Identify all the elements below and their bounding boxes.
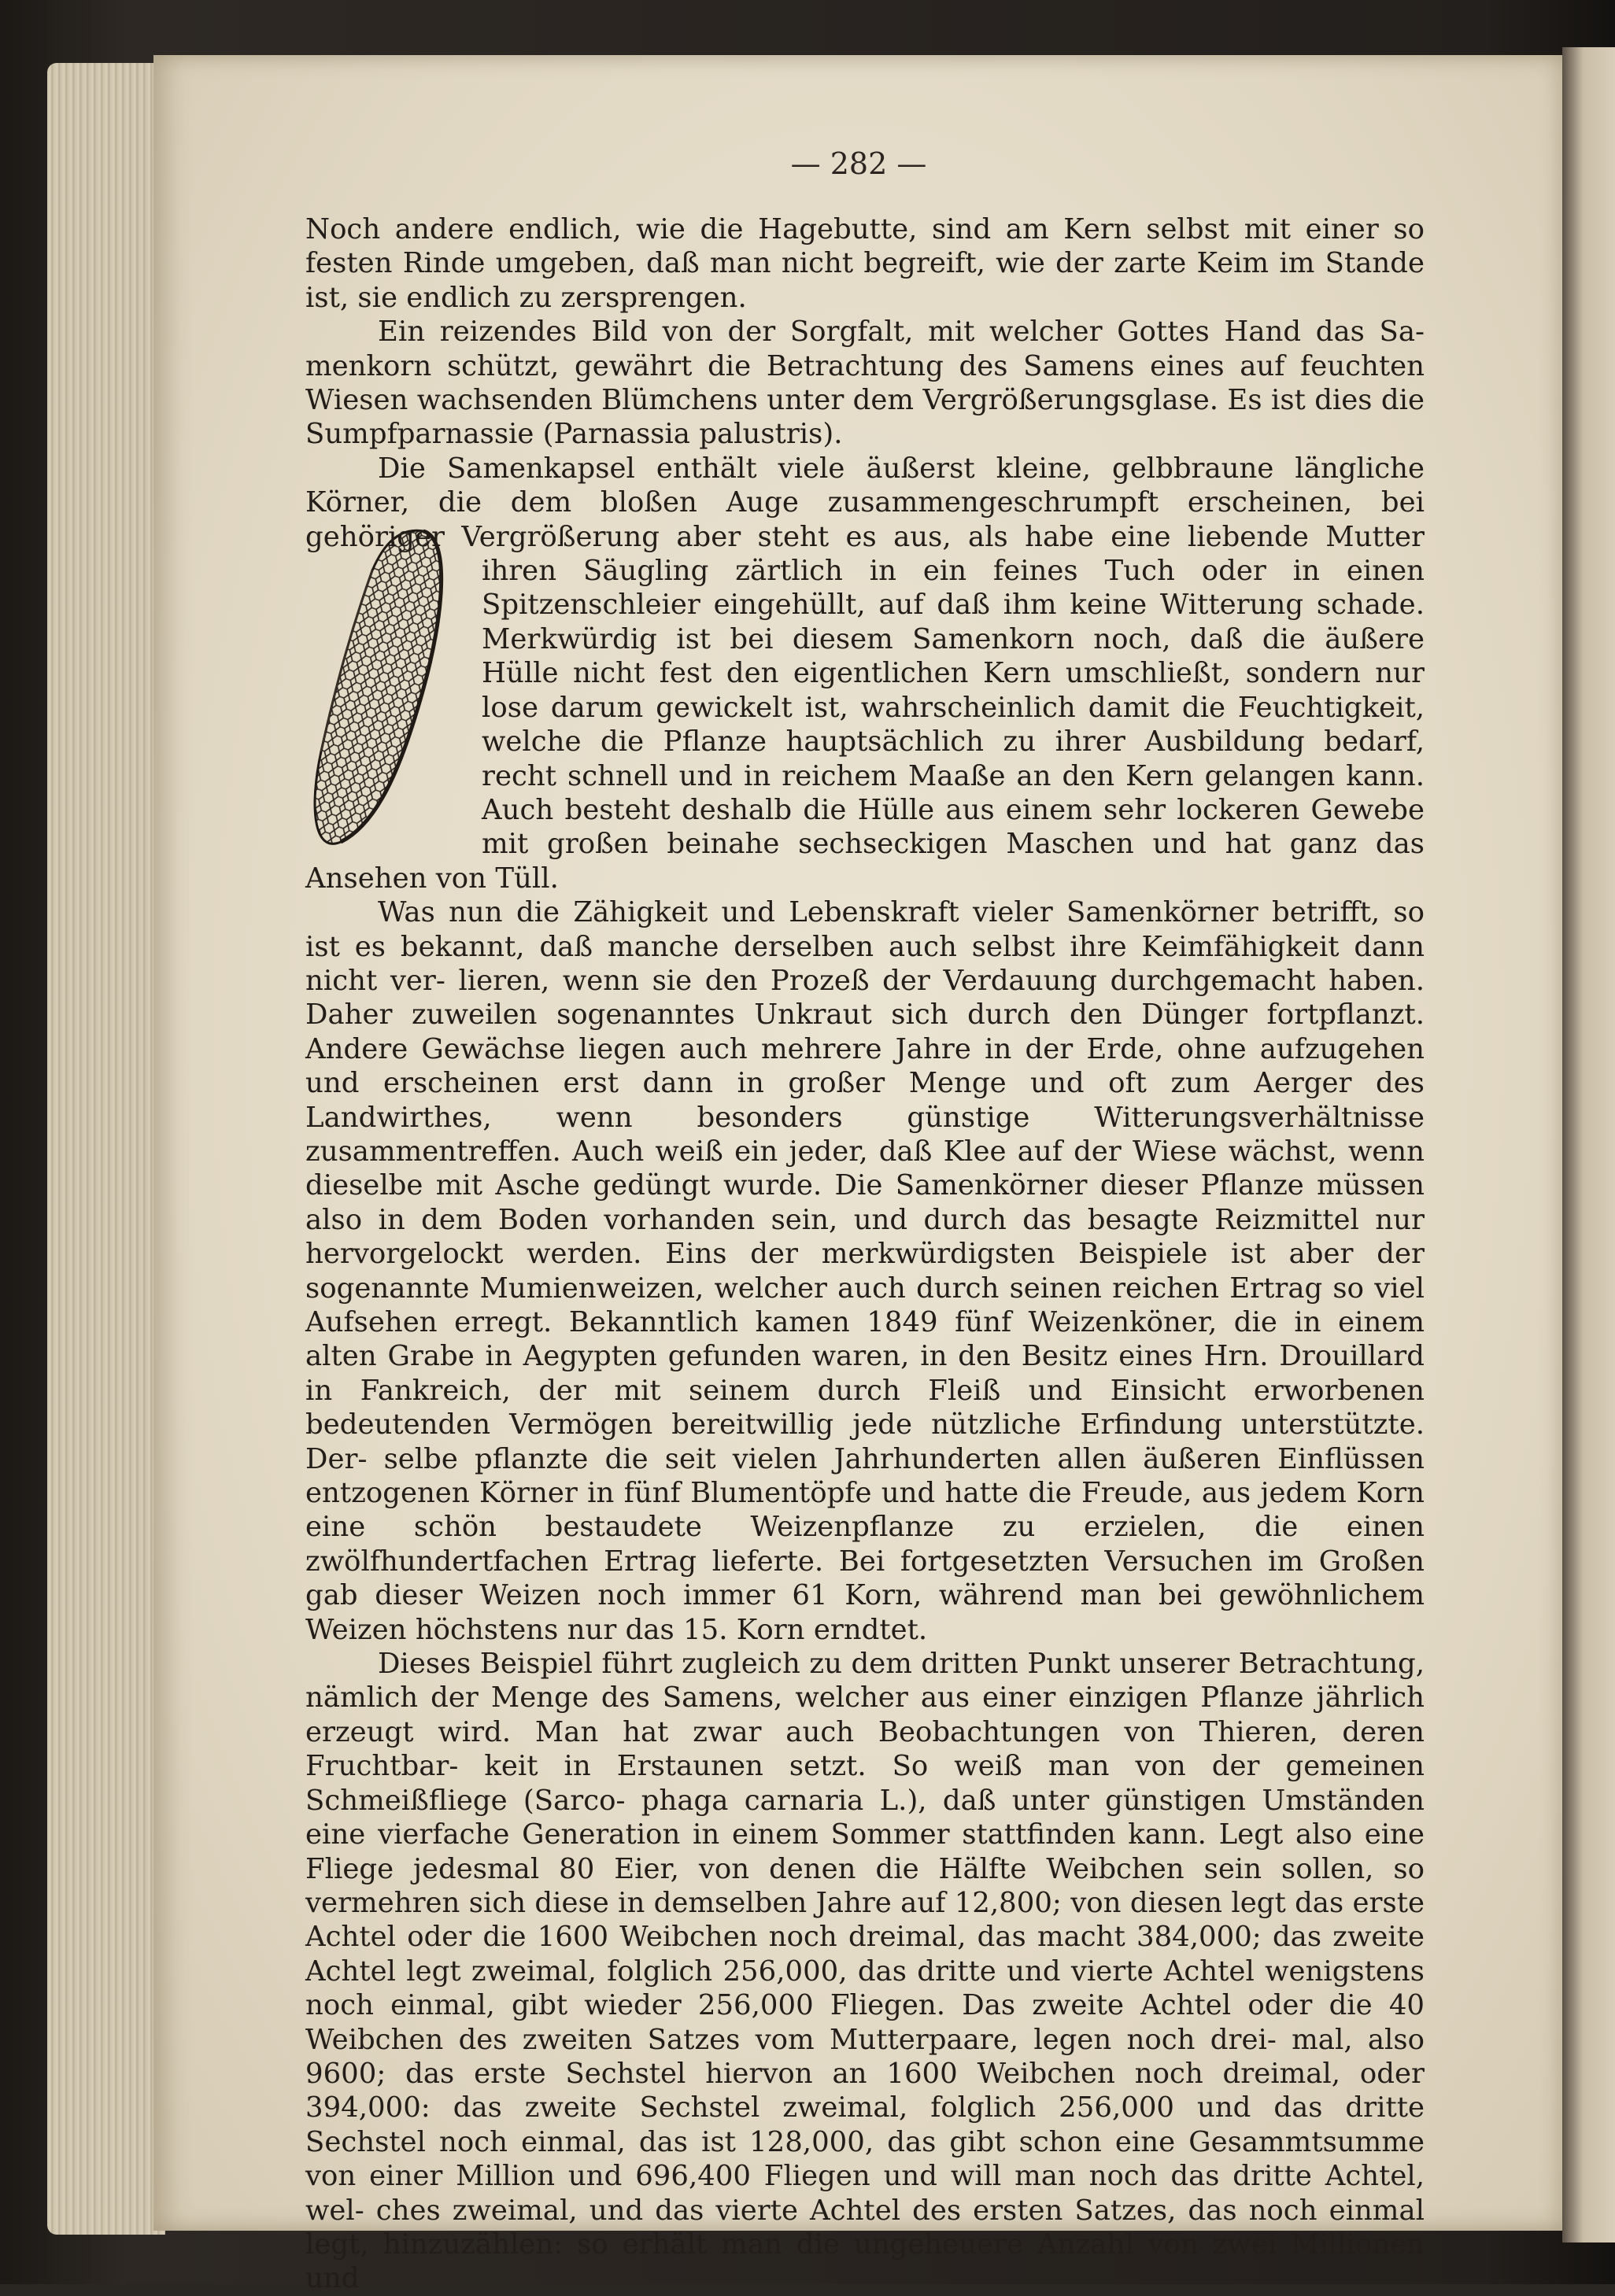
- text-line: in einem alten Grabe in Aegypten gefunden waren, in den Besitz eines Hrn.: [305, 1306, 1425, 1373]
- text-line: Ausbildung bedarf, recht schnell und in reichem Maaße an den Kern: [482, 725, 1425, 792]
- text-line: Sumpfparnassie (Parnassia palustris).: [305, 418, 843, 451]
- text-line: sogenanntes Unkraut sich durch den Dünger fortpflanzt. Andere Gewächse: [305, 999, 1425, 1065]
- text-line: Sechstel noch einmal, das ist 128,000, das gibt schon eine Gesammtsumme von: [305, 2125, 1425, 2193]
- text-line: Bei fortgesetzten Versuchen im Großen gab dieser Weizen noch immer 61 Korn,: [305, 1545, 1425, 1612]
- page-number: — 282 —: [790, 146, 927, 181]
- text-line: zärtlich in ein feines Tuch oder in einen Spitzenschleier eingehüllt,: [482, 555, 1425, 622]
- text-line: Samenkörner dieser Pflanze müssen also in dem Boden vorhanden sein, und: [305, 1169, 1425, 1236]
- text-line: ganz das Ansehen von Tüll.: [305, 828, 1425, 895]
- seed-illustration-icon: [305, 523, 471, 862]
- text-line: gelangen kann. Auch besteht deshalb die Hülle aus einem sehr: [482, 759, 1425, 826]
- text-line: oder 394,000: das zweite Sechstel zweimal, folglich 256,000 und das dritte: [305, 2057, 1425, 2124]
- text-line: lockeren Gewebe mit großen beinahe sechseckigen Maschen und hat: [482, 793, 1425, 861]
- text-line: es bekannt, daß manche derselben auch selbst ihre Keimfähigkeit dann nicht ver-: [305, 930, 1425, 997]
- text-line: Kern umschließt, sondern nur lose darum gewickelt ist, wahrscheinlich: [482, 657, 1425, 724]
- book-gutter: [1562, 47, 1615, 2242]
- text-line: nämlich der Menge des Samens, welcher aus einer einzigen Pflanze jährlich: [305, 1681, 1425, 1715]
- text-line: während man bei gewöhnlichem Weizen höchstens nur das 15. Korn erndtet.: [305, 1579, 1425, 1646]
- page-edges: [47, 63, 165, 2235]
- text-line: liegen auch mehrere Jahre in der Erde, ohne aufzugehen und erscheinen erst: [305, 1032, 1425, 1100]
- text-line: endlich zu zersprengen.: [406, 281, 747, 314]
- text-line: Drouillard in Fankreich, der mit seinem durch Fleiß und Einsicht erworbenen: [305, 1340, 1425, 1407]
- text-line: auf daß ihm keine Witterung schade. Merkwürdig ist bei diesem: [482, 589, 1425, 655]
- text-line: Ein reizendes Bild von der Sorgfalt, mit welcher Gottes Hand das Sa-: [378, 316, 1425, 349]
- text-line: denen die Hälfte Weibchen sein sollen, so vermehren sich diese in demselben Jahre auf: [305, 1852, 1425, 1919]
- text-line: Die Samenkapsel enthält viele äußerst kleine, gelbbraune längliche Körner,: [305, 452, 1425, 519]
- text-line: Klee auf der Wiese wächst, wenn dieselbe mit Asche gedüngt wurde. Die: [305, 1135, 1425, 1202]
- text-line: mal, also 9600; das erste Sechstel hiervon an 1600 Weibchen noch dreimal,: [305, 2023, 1425, 2090]
- text-line: in einem Sommer stattfinden kann. Legt also eine Fliege jedesmal 80 Eier, von: [305, 1818, 1425, 1885]
- text-line: keit in Erstaunen setzt. So weiß man von der gemeinen Schmeißfliege (Sarco-: [305, 1750, 1425, 1817]
- text-line: menkorn schützt, gewährt die Betrachtung des Samens eines auf feuchten: [305, 349, 1425, 382]
- text-line: dann in großer Menge und oft zum Aerger des Landwirthes, wenn besonders: [305, 1067, 1425, 1134]
- text-line: Noch andere endlich, wie die Hagebutte, sind am Kern selbst mit einer so festen: [305, 213, 1425, 280]
- paragraph-1: [305, 212, 1425, 315]
- text-line: Achtel wenigstens noch einmal, gibt wieder 256,000 Fliegen. Das zweite Achtel: [305, 1955, 1425, 2022]
- text-line: oder die 40 Weibchen des zweiten Satzes vom Mutterpaare, legen noch drei-: [305, 1989, 1425, 2056]
- text-line: bedeutenden Vermögen bereitwillig jede nützliche Erfindung unterstützte. Der-: [305, 1408, 1425, 1475]
- text-line: phaga carnaria L.), daß unter günstigen Umständen eine vierfache Generation: [305, 1784, 1425, 1851]
- paragraph-4: [305, 895, 1425, 1647]
- text-line: erzeugt wird. Man hat zwar auch Beobachtungen von Thieren, deren Fruchtbar-: [305, 1715, 1425, 1783]
- text-line: günstige Witterungsverhältnisse zusammentreffen. Auch weiß ein jeder, daß: [305, 1101, 1425, 1168]
- text-line: 12,800; von diesen legt das erste Achtel oder die 1600 Weibchen noch dreimal, das: [305, 1886, 1425, 1954]
- text-line: bestaudete Weizenpflanze zu erzielen, die einen zwölfhundertfachen Ertrag lieferte.: [305, 1511, 1425, 1578]
- text-line: lieren, wenn sie den Prozeß der Verdauung durchgemacht haben. Daher zuweilen: [305, 964, 1425, 1032]
- text-line: hinzuzählen: so erhält man die ungeheuere Anzahl von zwei Millionen und: [305, 2228, 1425, 2295]
- text-line: Dieses Beispiel führt zugleich zu dem dritten Punkt unserer Betrachtung,: [378, 1648, 1425, 1681]
- text-line: Wiesen wachsenden Blümchens unter dem Vergrößerungsglase. Es ist dies die: [305, 384, 1425, 417]
- text-line: Beispiele ist aber der sogenannte Mumienweizen, welcher auch durch seinen reichen: [305, 1238, 1425, 1305]
- text-line: die dem bloßen Auge zusammengeschrumpft erscheinen, bei gehöriger Vergrößerung: [305, 486, 1425, 553]
- text-line: aber steht es aus, als habe eine liebende Mutter ihren Säugling: [482, 520, 1425, 588]
- text-line: einer Million und 696,400 Fliegen und will man noch das dritte Achtel, wel-: [305, 2160, 1425, 2227]
- text-line: ches zweimal, und das vierte Achtel des ersten Satzes, das noch einmal legt,: [305, 2194, 1425, 2261]
- text-line: Rinde umgeben, daß man nicht begreift, wie der zarte Keim im Stande ist, sie: [305, 247, 1425, 314]
- paragraph-2: [305, 315, 1425, 452]
- body-text: [305, 212, 1425, 2296]
- text-line: Körner in fünf Blumentöpfe und hatte die Freude, aus jedem Korn eine schön: [305, 1477, 1425, 1544]
- text-line: macht 384,000; das zweite Achtel legt zweimal, folglich 256,000, das dritte und vierte: [305, 1921, 1425, 1988]
- paragraph-5: [305, 1647, 1425, 2296]
- text-line: damit die Feuchtigkeit, welche die Pflanze hauptsächlich zu ihrer: [482, 691, 1425, 759]
- text-line: Ertrag so viel Aufsehen erregt. Bekanntlich kamen 1849 fünf Weizenköner, die: [305, 1272, 1425, 1338]
- text-line: Was nun die Zähigkeit und Lebenskraft vieler Samenkörner betrifft, so ist: [305, 896, 1425, 963]
- paragraph-3: [305, 452, 1425, 895]
- text-line: Samenkorn noch, daß die äußere Hülle nicht fest den eigentlichen: [482, 622, 1425, 690]
- text-line: durch das besagte Reizmittel nur hervorgelockt werden. Eins der merkwürdigsten: [305, 1203, 1425, 1271]
- text-line: selbe pflanzte die seit vielen Jahrhunderten allen äußeren Einflüssen entzogenen: [305, 1442, 1425, 1510]
